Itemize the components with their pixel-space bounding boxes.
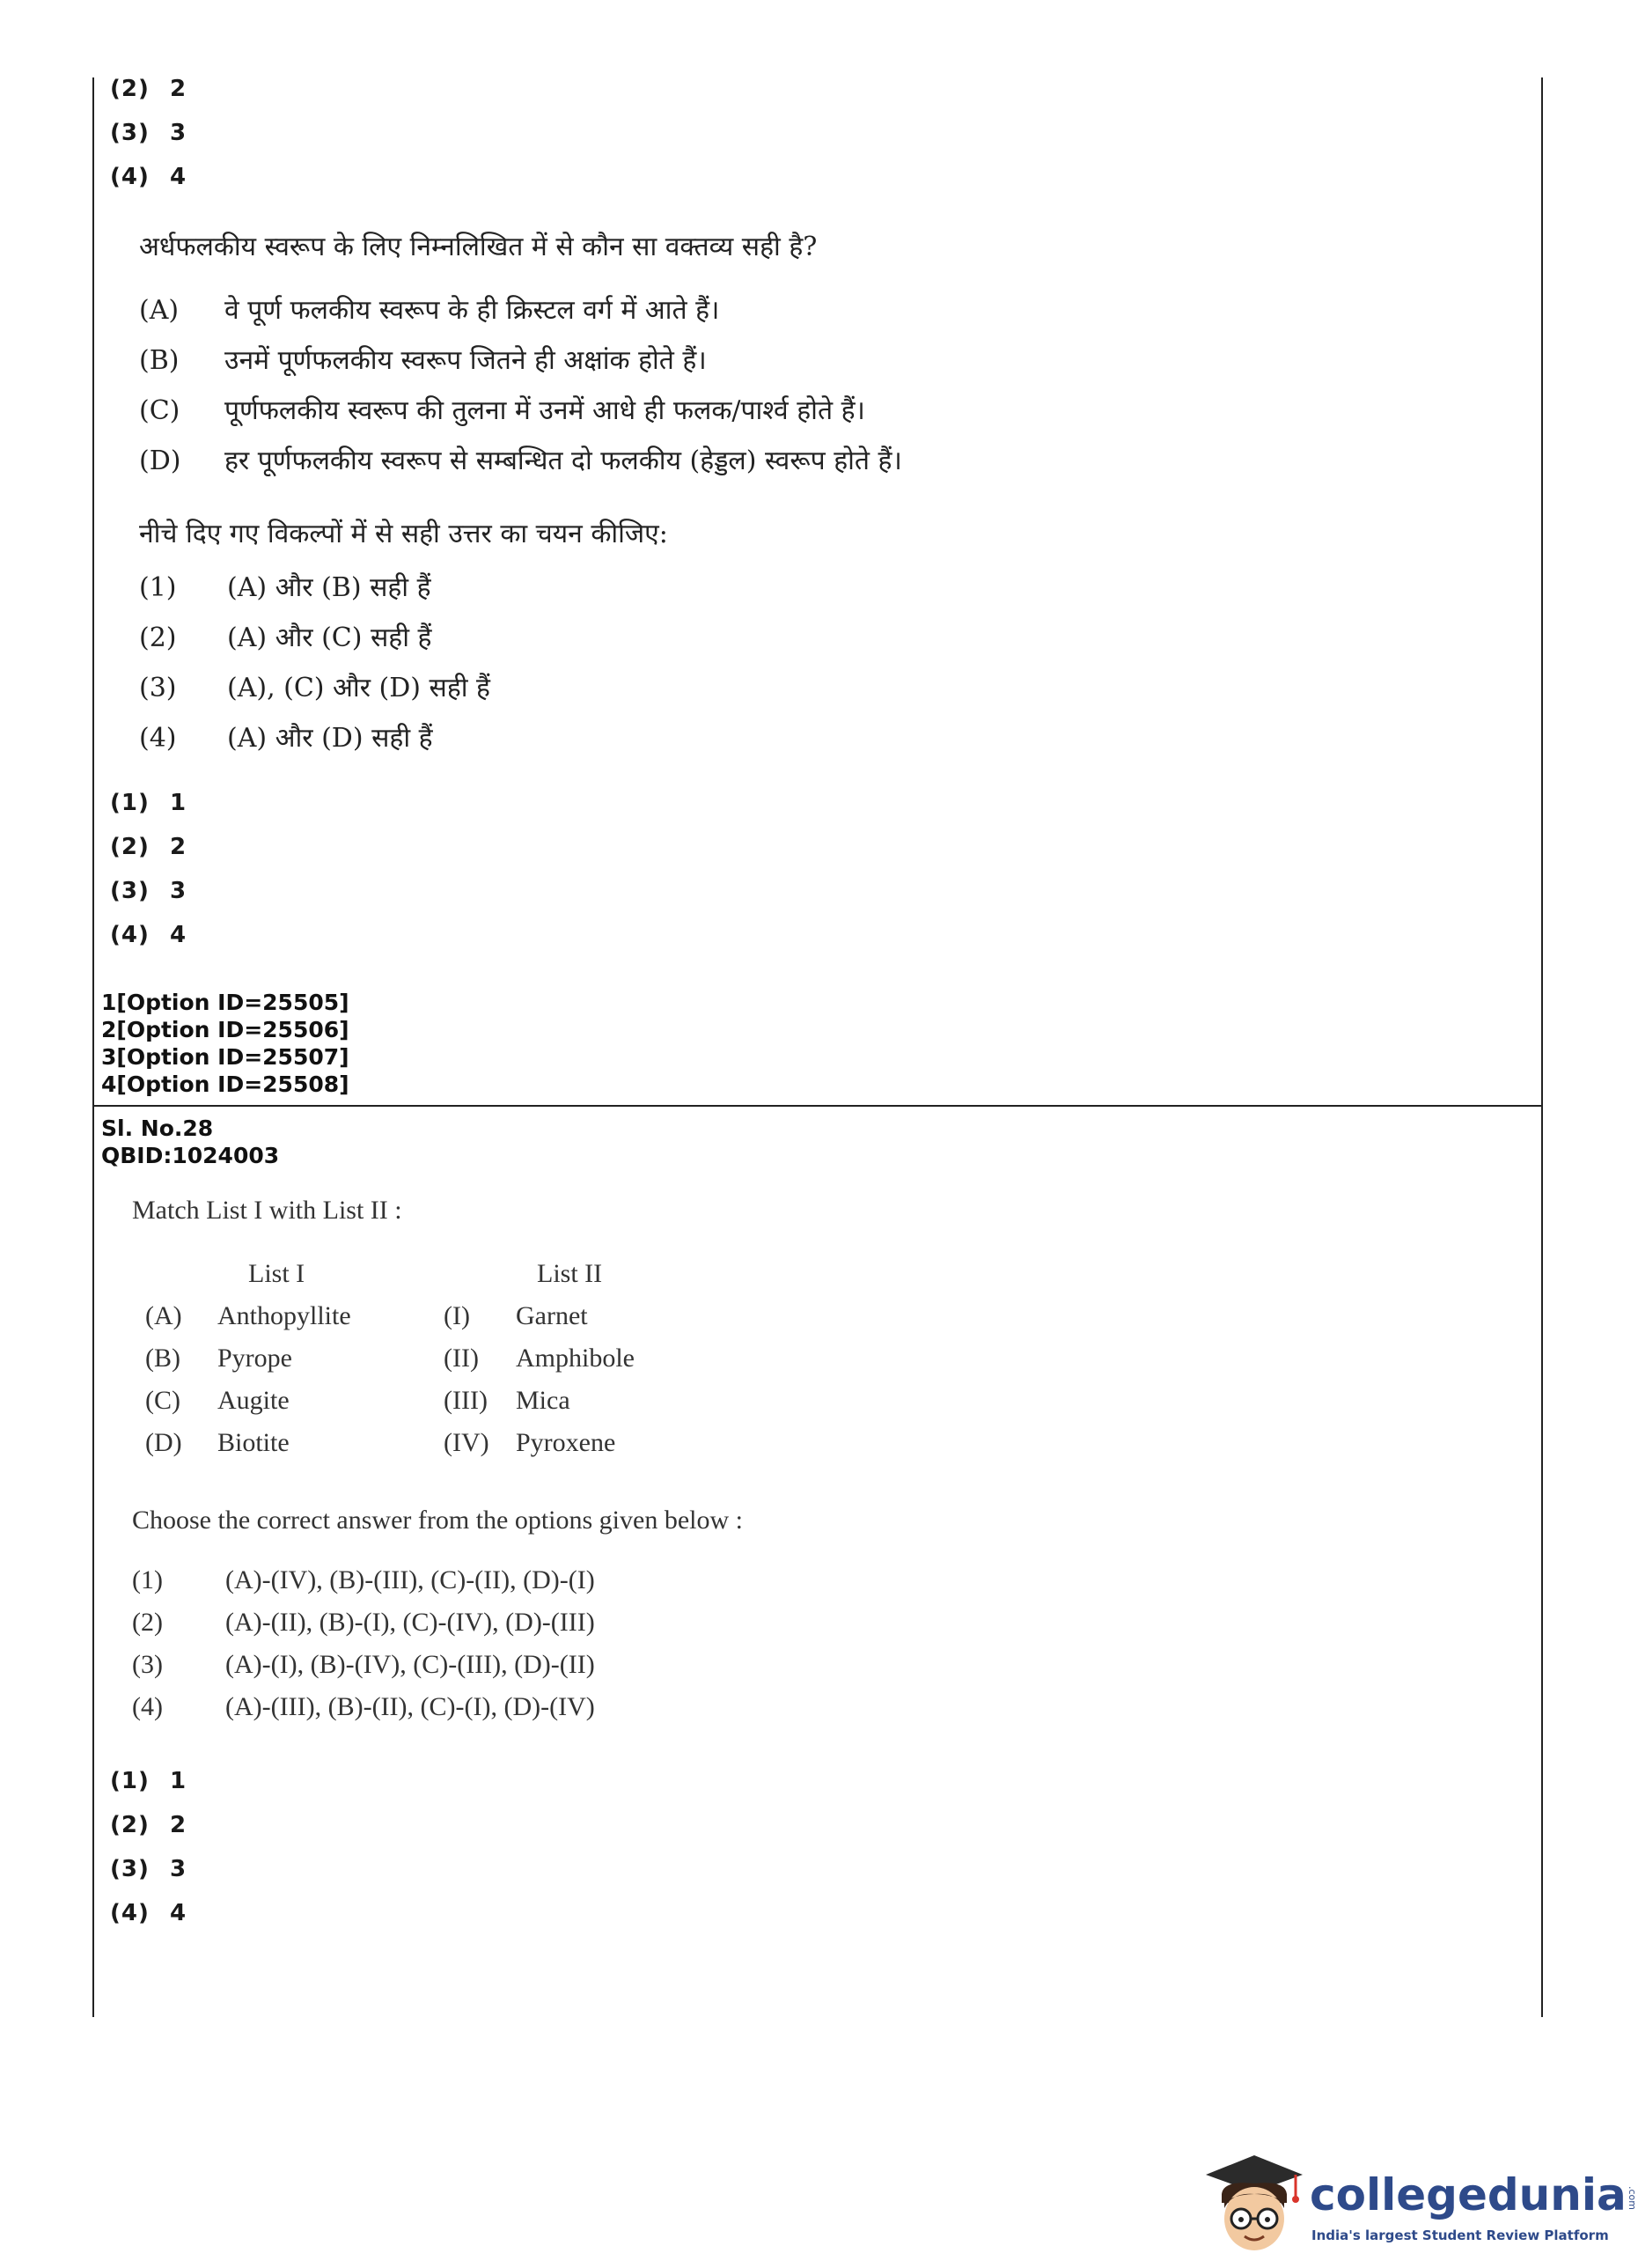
collegedunia-logo[interactable] — [1197, 2139, 1638, 2263]
left-border — [92, 77, 94, 2017]
option-item: (4) (A) और (D) सही हैं — [139, 723, 433, 754]
list2-item: (IV) Pyroxene — [444, 1428, 616, 1457]
response-item: (3) 3 — [110, 878, 187, 904]
statement-item: (C) पूर्णफलकीय स्वरूप की तुलना में उनमें आधे ही फलक/पार्श्व होते हैं। — [139, 395, 865, 426]
statement-item: (A) वे पूर्ण फलकीय स्वरूप के ही क्रिस्टल वर्ग में आते हैं। — [139, 295, 720, 326]
option-item: (2) (A)-(II), (B)-(I), (C)-(IV), (D)-(III) — [132, 1608, 595, 1637]
q27-question: अर्धफलकीय स्वरूप के लिए निम्नलिखित में से कौन सा वक्तव्य सही है? — [139, 232, 818, 262]
list1-item: (A) Anthopyllite — [145, 1301, 351, 1330]
list2-item: (I) Garnet — [444, 1301, 588, 1330]
response-item: (4) 4 — [110, 1900, 187, 1926]
response-item: (4) 4 — [110, 164, 187, 190]
response-item: (2) 2 — [110, 1812, 187, 1838]
response-item: (1) 1 — [110, 790, 187, 816]
qbid: QBID:1024003 — [101, 1143, 280, 1168]
logo-wordmark: collegedunia — [1310, 2169, 1627, 2220]
response-item: (1) 1 — [110, 1768, 187, 1794]
question-divider — [92, 1105, 1543, 1107]
response-item: (4) 4 — [110, 922, 187, 948]
option-id-list — [101, 989, 349, 1098]
response-item: (3) 3 — [110, 1856, 187, 1882]
option-item: (3) (A)-(I), (B)-(IV), (C)-(III), (D)-(II) — [132, 1650, 595, 1679]
option-id: 1[Option ID=25505] — [101, 990, 349, 1015]
right-border — [1541, 77, 1543, 2017]
option-item: (4) (A)-(III), (B)-(II), (C)-(I), (D)-(IV) — [132, 1692, 595, 1721]
statement-item: (D) हर पूर्णफलकीय स्वरूप से सम्बन्धित दो फलकीय (हेड्डल) स्वरूप होते हैं। — [139, 446, 902, 476]
statement-item: (B) उनमें पूर्णफलकीय स्वरूप जितने ही अक्षांक होते हैं। — [139, 345, 707, 376]
response-item: (3) 3 — [110, 120, 187, 146]
student-mascot-icon — [1197, 2139, 1311, 2263]
option-id: 4[Option ID=25508] — [101, 1071, 349, 1097]
option-item: (1) (A)-(IV), (B)-(III), (C)-(II), (D)-(I) — [132, 1565, 595, 1594]
response-item: (2) 2 — [110, 76, 187, 102]
list1-item: (D) Biotite — [145, 1428, 290, 1457]
list1-item: (B) Pyrope — [145, 1344, 292, 1373]
option-item: (3) (A), (C) और (D) सही हैं — [139, 673, 490, 703]
option-item: (2) (A) और (C) सही हैं — [139, 622, 432, 653]
response-item: (2) 2 — [110, 834, 187, 860]
q28-header — [101, 1115, 279, 1169]
option-id: 2[Option ID=25506] — [101, 1017, 349, 1042]
option-id: 3[Option ID=25507] — [101, 1044, 349, 1070]
logo-suffix: .com — [1626, 2186, 1638, 2210]
q28-question: Match List I with List II : — [132, 1196, 402, 1225]
q27-instruction: नीचे दिए गए विकल्पों में से सही उत्तर का चयन कीजिए: — [139, 519, 668, 549]
list2-item: (III) Mica — [444, 1386, 570, 1415]
list2-header: List II — [537, 1259, 603, 1288]
list2-item: (II) Amphibole — [444, 1344, 635, 1373]
list1-header: List I — [248, 1259, 305, 1288]
q28-instruction: Choose the correct answer from the options given below : — [132, 1506, 743, 1535]
list1-item: (C) Augite — [145, 1386, 290, 1415]
option-item: (1) (A) और (B) सही हैं — [139, 572, 431, 603]
serial-number: Sl. No.28 — [101, 1116, 214, 1141]
logo-tagline: India's largest Student Review Platform — [1311, 2228, 1609, 2243]
